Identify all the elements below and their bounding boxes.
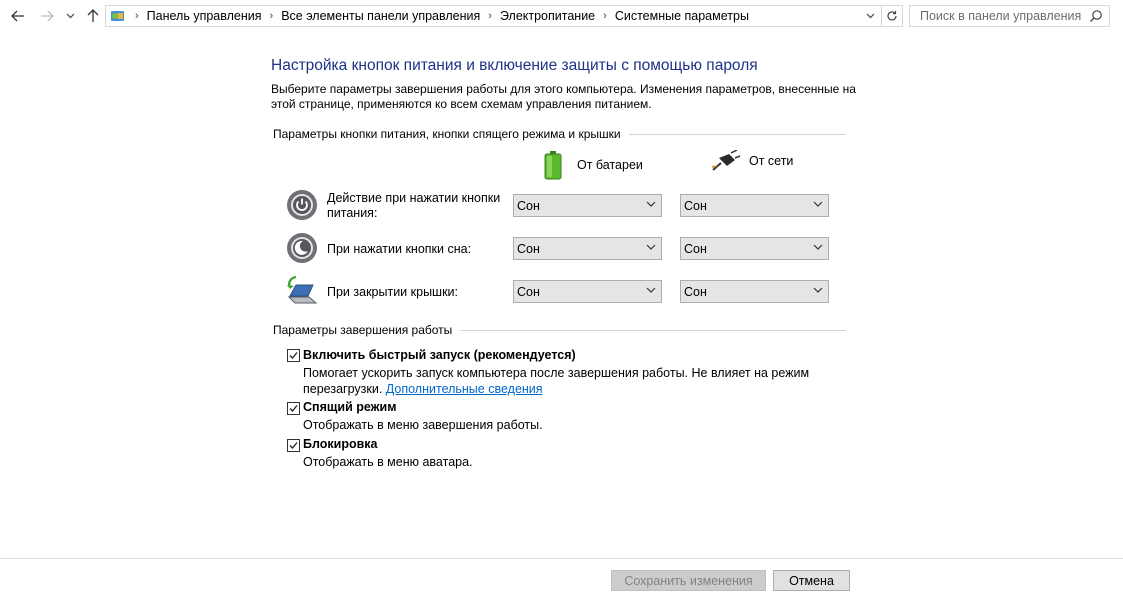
address-bar[interactable] — [105, 5, 903, 27]
lock-checkbox[interactable] — [287, 439, 300, 452]
arrow-up-icon — [87, 9, 99, 23]
save-changes-button[interactable]: Сохранить изменения — [611, 570, 766, 591]
checkmark-icon — [289, 441, 298, 450]
breadcrumb-separator: › — [135, 10, 139, 22]
selected-value: Сон — [684, 199, 707, 213]
chevron-down-icon — [646, 285, 656, 295]
power-button-ac-select[interactable] — [680, 194, 829, 217]
search-box[interactable] — [909, 5, 1110, 27]
search-input[interactable] — [918, 8, 1092, 24]
power-button-action-label: Действие при нажатии кнопки питания: — [327, 191, 501, 220]
breadcrumb-control-panel[interactable]: Панель управления — [146, 9, 262, 23]
sleep-button-battery-select[interactable] — [513, 237, 662, 260]
up-button[interactable] — [82, 5, 104, 27]
checkmark-icon — [289, 351, 298, 360]
shutdown-section-header — [273, 323, 846, 337]
chevron-down-icon — [646, 199, 656, 209]
selected-value: Сон — [517, 242, 540, 256]
arrow-right-icon — [40, 10, 54, 22]
more-info-link[interactable]: Дополнительные сведения — [385, 382, 543, 396]
chevron-down-icon — [866, 13, 875, 19]
sleep-button-icon — [286, 232, 318, 264]
column-header-battery — [543, 150, 643, 180]
power-button-icon — [286, 189, 318, 221]
section-title: Параметры завершения работы — [273, 323, 453, 337]
sleep-label[interactable]: Спящий режим — [303, 400, 397, 414]
column-header-ac — [711, 150, 793, 172]
power-plug-icon — [711, 150, 741, 172]
control-panel-icon — [109, 8, 127, 24]
forward-button[interactable] — [36, 5, 58, 27]
page-description: Выберите параметры завершения работы для этого компьютера. Изменения параметров, внесенные на этой странице, применяются ко всем схемам управления питанием. — [271, 82, 856, 111]
selected-value: Сон — [684, 242, 707, 256]
fast-startup-desc-line2: перезагрузки. — [303, 382, 383, 396]
selected-value: Сон — [517, 285, 540, 299]
refresh-button[interactable] — [881, 6, 902, 26]
power-buttons-section-header — [273, 127, 846, 141]
cancel-button[interactable]: Отмена — [773, 570, 850, 591]
navigation-bar — [0, 0, 1123, 34]
search-icon[interactable] — [1089, 9, 1103, 23]
address-dropdown-button[interactable] — [860, 6, 880, 26]
lock-description: Отображать в меню аватара. — [303, 455, 473, 469]
breadcrumb-separator: › — [488, 10, 492, 22]
refresh-icon — [886, 10, 898, 22]
chevron-down-icon — [813, 199, 823, 209]
battery-icon — [543, 150, 563, 180]
section-divider — [460, 330, 846, 331]
lid-close-ac-select[interactable] — [680, 280, 829, 303]
selected-value: Сон — [684, 285, 707, 299]
breadcrumb-all-items[interactable]: Все элементы панели управления — [281, 9, 481, 23]
chevron-down-icon — [66, 13, 75, 19]
sleep-button-action-label: При нажатии кнопки сна: — [327, 242, 472, 256]
chevron-down-icon — [813, 242, 823, 252]
lid-close-action-label: При закрытии крышки: — [327, 285, 458, 299]
section-divider — [629, 134, 846, 135]
lid-close-battery-select[interactable] — [513, 280, 662, 303]
sleep-checkbox[interactable] — [287, 402, 300, 415]
section-title: Параметры кнопки питания, кнопки спящего режима и крышки — [273, 127, 621, 141]
column-label-battery: От батареи — [577, 158, 643, 172]
chevron-down-icon — [813, 285, 823, 295]
power-button-battery-select[interactable] — [513, 194, 662, 217]
sleep-button-ac-select[interactable] — [680, 237, 829, 260]
fast-startup-description — [303, 365, 823, 397]
fast-startup-desc-line1: Помогает ускорить запуск компьютера после завершения работы. Не влияет на режим — [303, 366, 810, 380]
footer-divider — [0, 558, 1123, 559]
breadcrumb-separator: › — [269, 10, 274, 22]
fast-startup-checkbox[interactable] — [287, 349, 300, 362]
sleep-description: Отображать в меню завершения работы. — [303, 418, 543, 432]
breadcrumb-system-settings[interactable]: Системные параметры — [614, 9, 749, 23]
page-title: Настройка кнопок питания и включение защиты с помощью пароля — [271, 57, 758, 74]
back-button[interactable] — [7, 5, 29, 27]
selected-value: Сон — [517, 199, 540, 213]
checkmark-icon — [289, 404, 298, 413]
breadcrumb-power-options[interactable]: Электропитание — [499, 9, 596, 23]
breadcrumb-separator: › — [603, 10, 607, 22]
recent-locations-button[interactable] — [61, 5, 79, 27]
chevron-down-icon — [646, 242, 656, 252]
column-label-ac: От сети — [749, 154, 794, 168]
arrow-left-icon — [11, 10, 25, 22]
lock-label[interactable]: Блокировка — [303, 437, 378, 451]
fast-startup-label[interactable]: Включить быстрый запуск (рекомендуется) — [303, 348, 576, 362]
laptop-lid-icon — [286, 275, 318, 307]
